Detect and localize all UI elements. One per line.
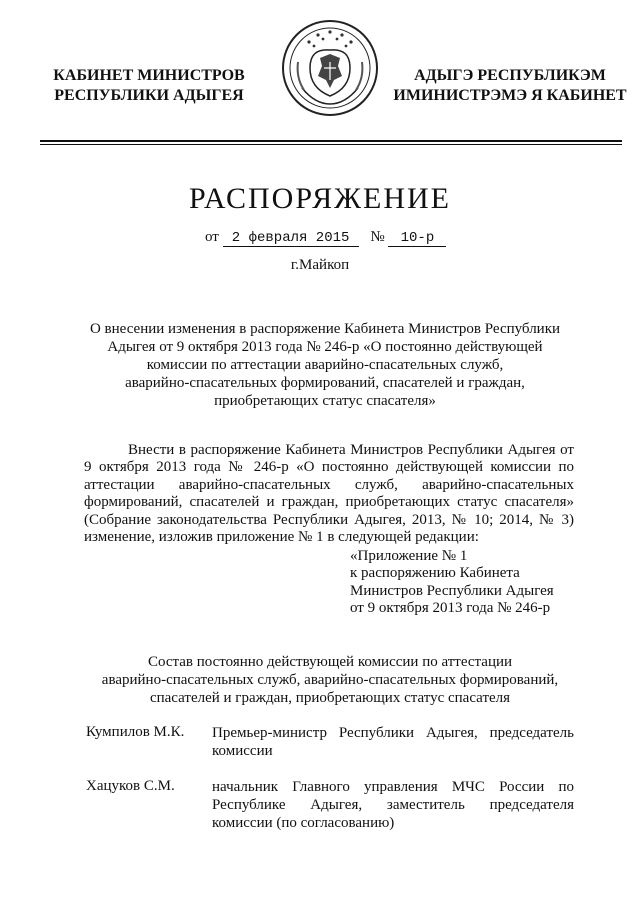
header-divider-thin <box>40 144 622 145</box>
issuer-line: КАБИНЕТ МИНИСТРОВ <box>53 67 245 84</box>
member-role: начальник Главного управления МЧС России по Республике Адыгея, заместитель председателя комиссии (по согласованию) <box>212 779 574 831</box>
subject-line: комиссии по аттестации аварийно-спасательных служб, <box>146 357 504 373</box>
document-subject <box>80 320 570 410</box>
subject-line: приобретающих статус спасателя» <box>214 393 436 409</box>
order-paragraph: Внести в распоряжение Кабинета Министров Республики Адыгея от 9 октября 2013 года № 246-р «О постоянно действующей комиссии по аттестации аварийно-спасательных служб, аварийно-спасательных формирований, спасателей и граждан, приобретающих статус спасателя» (Собрание законодательства Республики Адыгея, 2013, № 10; 2014, № 3) изменение, изложив приложение № 1 в следующей редакции: <box>84 442 574 546</box>
issuer-line: РЕСПУБЛИКИ АДЫГЕЯ <box>54 87 244 104</box>
subject-line: О внесении изменения в распоряжение Кабинета Министров Республики <box>89 321 561 337</box>
appendix-line: к распоряжению Кабинета <box>350 565 520 582</box>
appendix-line: Министров Республики Адыгея <box>350 582 554 599</box>
appendix-line: от 9 октября 2013 года № 246-р <box>350 600 551 617</box>
header-divider <box>40 140 622 142</box>
member-role: Премьер-министр Республики Адыгея, председатель комиссии <box>212 725 574 759</box>
appendix-reference <box>350 548 554 618</box>
number-sign: № <box>370 229 385 245</box>
issuer-line: АДЫГЭ РЕСПУБЛИКЭМ <box>414 67 606 84</box>
issuer-line: ИМИНИСТРЭМЭ Я КАБИНЕТ <box>393 87 627 104</box>
composition-line: Состав постоянно действующей комиссии по аттестации <box>147 654 513 670</box>
composition-line: спасателей и граждан, приобретающих статус спасателя <box>149 690 511 706</box>
composition-heading <box>60 653 600 707</box>
member-name: Кумпилов М.К. <box>86 724 185 740</box>
document-date: 2 февраля 2015 <box>223 230 359 247</box>
date-number-line <box>205 229 446 247</box>
document-number: 10-р <box>388 230 446 247</box>
order-body <box>84 442 574 546</box>
date-prefix: от <box>205 229 219 245</box>
coat-of-arms-emblem <box>280 18 380 118</box>
document-title: РАСПОРЯЖЕНИЕ <box>188 182 452 215</box>
member-name: Хацуков С.М. <box>86 778 175 794</box>
issuer-name-russian <box>40 66 258 106</box>
issuer-name-adyghe <box>390 66 630 106</box>
subject-line: Адыгея от 9 октября 2013 года № 246-р «О постоянно действующей <box>107 339 543 355</box>
city-name: г.Майкоп <box>290 257 350 273</box>
subject-line: аварийно-спасательных формирований, спасателей и граждан, <box>125 375 525 391</box>
composition-line: аварийно-спасательных служб, аварийно-спасательных формирований, <box>101 672 559 688</box>
appendix-line: «Приложение № 1 <box>350 548 468 564</box>
